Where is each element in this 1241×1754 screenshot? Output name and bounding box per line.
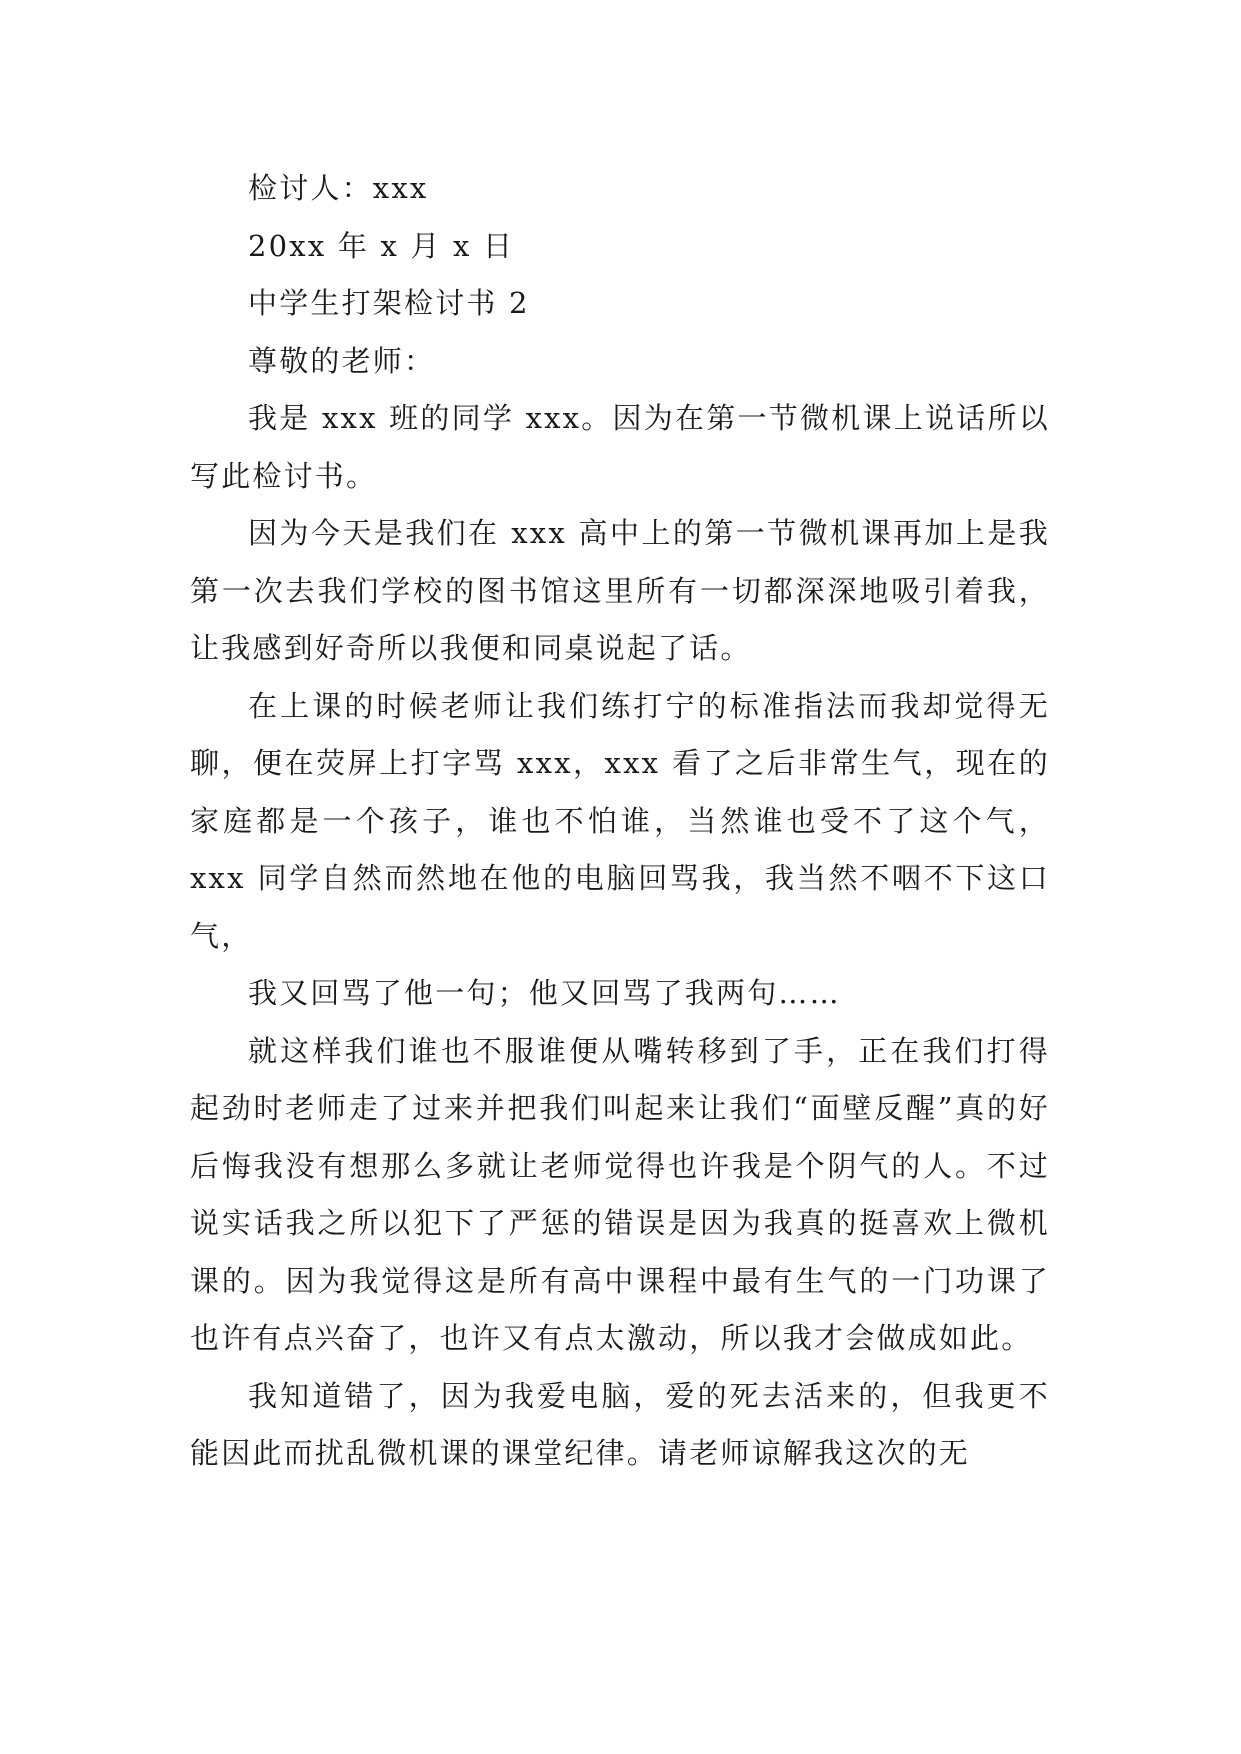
- document-title: 中学生打架检讨书 2: [248, 286, 530, 320]
- date-line: 20xx 年 x 月 x 日: [248, 228, 515, 263]
- paragraph: 我是 xxx 班的同学 xxx。因为在第一节微机课上说话所以写此检讨书。: [190, 401, 1050, 493]
- salutation: 尊敬的老师：: [248, 343, 436, 378]
- document-body: [190, 160, 1050, 1483]
- paragraph: 在上课的时候老师让我们练打宁的标准指法而我却觉得无聊，便在荧屏上打字骂 xxx，xxx 看了之后非常生气，现在的家庭都是一个孩子，谁也不怕谁，当然谁也受不了这个气，xxx 同学自然而然地在他的电脑回骂我，我当然不咽不下这口气，: [190, 688, 1050, 953]
- paragraph: 就这样我们谁也不服谁便从嘴转移到了手，正在我们打得起劲时老师走了过来并把我们叫起来让我们“面壁反醒”真的好后悔我没有想那么多就让老师觉得也许我是个阴气的人。不过说实话我之所以犯下了严惩的错误是因为我真的挺喜欢上微机课的。因为我觉得这是所有高中课程中最有生气的一门功课了也许有点兴奋了，也许又有点太激动，所以我才会做成如此。: [190, 1033, 1050, 1355]
- paragraph: 因为今天是我们在 xxx 高中上的第一节微机课再加上是我第一次去我们学校的图书馆这里所有一切都深深地吸引着我，让我感到好奇所以我便和同桌说起了话。: [190, 516, 1050, 665]
- paragraph: 我知道错了，因为我爱电脑，爱的死去活来的，但我更不能因此而扰乱微机课的课堂纪律。请老师谅解我这次的无: [190, 1378, 1050, 1470]
- signature-line: 检讨人：xxx: [248, 171, 429, 205]
- paragraph: 我又回骂了他一句；他又回骂了我两句……: [248, 976, 841, 1010]
